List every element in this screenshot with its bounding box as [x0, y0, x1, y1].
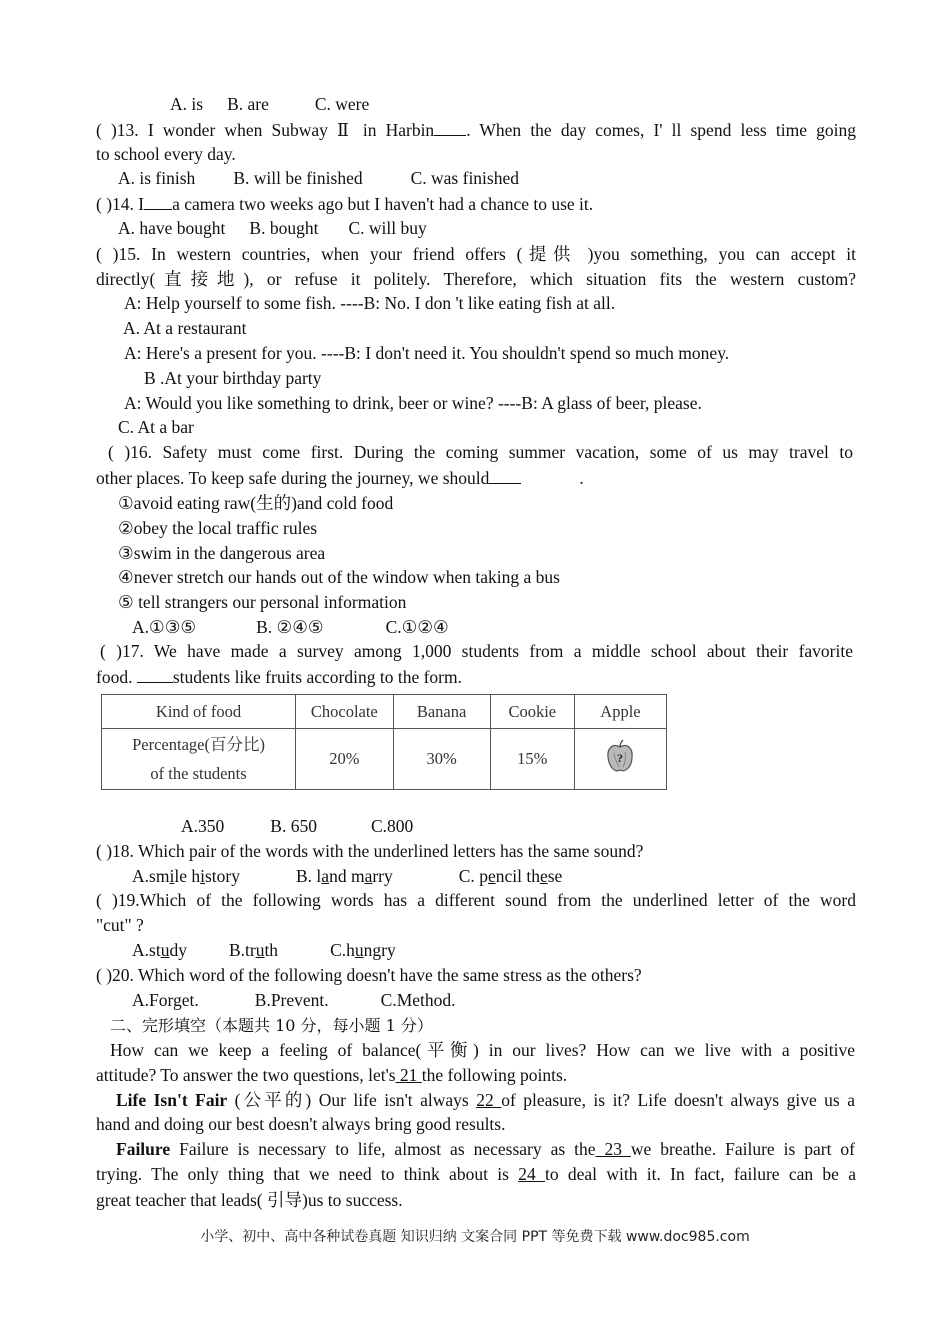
q13-options: [118, 166, 878, 191]
page-footer: 小学、初中、高中各种试卷真题 知识归纳 文案合同 PPT 等免费下载 www.doc985.com: [200, 1229, 750, 1245]
q14-option-a: A. have bought: [118, 218, 226, 238]
q19-line2: "cut" ?: [96, 915, 144, 935]
blank-23: 23: [595, 1139, 631, 1159]
q15-dialog-c: A: Would you like something to drink, beer or wine? ----B: A glass of beer, please.: [124, 393, 702, 413]
q19-line1: ( )19.Which of the following words has a different sound from the underlined letter of the word: [96, 890, 856, 910]
table-header-chocolate: Chocolate: [296, 695, 393, 729]
q13-line2: to school every day.: [96, 144, 236, 164]
table-value-banana: 30%: [393, 729, 490, 790]
p1-line1: How can we keep a feeling of balance(平衡) in our lives? How can we live with a positive: [110, 1040, 855, 1060]
table-header-cookie: Cookie: [490, 695, 574, 729]
q19-option-a: A.study: [132, 940, 187, 960]
p3-heading: Failure: [116, 1139, 171, 1159]
table-value-chocolate: 20%: [296, 729, 393, 790]
q14-line: ( )14. I a camera two weeks ago but I haven't had a chance to use it.: [96, 191, 856, 217]
q20-options: [132, 988, 892, 1013]
q17-option-c: C.800: [370, 816, 414, 836]
table-header-apple: Apple: [574, 695, 666, 729]
blank-22: 22: [476, 1090, 502, 1110]
q13-blank: [434, 117, 466, 136]
q19-option-c: C.hungry: [330, 940, 396, 960]
q18-options: [132, 864, 892, 889]
q16-option-b: B. ②④⑤: [256, 617, 324, 637]
table-header-kind: Kind of food: [102, 695, 296, 729]
p2-line1: Life Isn't Fair (公平的) Our life isn't always 22 of pleasure, is it? Life doesn't always give us a: [116, 1090, 855, 1110]
q14-blank: [144, 191, 172, 210]
q13-option-c: C. was finished: [410, 168, 520, 188]
q15-line1: ( )15. In western countries, when your friend offers (提供 )you something, you can accept it: [96, 244, 856, 264]
p3-line2: trying. The only thing that we need to think about is 24 to deal with it. In fact, failure can be a: [96, 1164, 856, 1184]
q15-option-a: A. At a restaurant: [123, 318, 247, 338]
q15-option-b: B .At your birthday party: [144, 368, 322, 388]
table-row-label-2: of the students: [150, 764, 247, 783]
q17-option-b: B. 650: [270, 816, 317, 836]
q20-option-b: B.Prevent.: [254, 990, 329, 1010]
blank-24: 24: [518, 1164, 545, 1184]
q12-option-c: C. were: [314, 94, 370, 114]
apple-icon: [605, 739, 635, 775]
unknown-mark: ?: [617, 750, 624, 765]
q12-option-a: A. is: [170, 94, 204, 114]
q16-line1: ( )16. Safety must come first. During the coming summer vacation, some of us may travel to: [108, 442, 853, 462]
table-row-label: [102, 729, 296, 790]
q17-options: [181, 814, 941, 839]
q20-option-c: C.Method.: [380, 990, 456, 1010]
q16-item-3: ③swim in the dangerous area: [118, 543, 326, 563]
q16-item-1: ①avoid eating raw(生的)and cold food: [118, 493, 394, 513]
p1-line2: attitude? To answer the two questions, let's 21 the following points.: [96, 1065, 568, 1085]
q13-option-b: B. will be finished: [233, 168, 363, 188]
table-row-label-1: Percentage(百分比): [132, 735, 265, 754]
q16-option-c: C.①②④: [385, 617, 449, 637]
q16-blank: [489, 465, 521, 484]
q14-option-c: C. will buy: [348, 218, 427, 238]
q20-line: ( )20. Which word of the following doesn't have the same stress as the others?: [96, 965, 642, 985]
q17-line2: food. students like fruits according to the form.: [96, 664, 856, 690]
q15-line2: directly(直接地), or refuse it politely. Therefore, which situation fits the western custom?: [96, 269, 856, 289]
q14-option-b: B. bought: [249, 218, 319, 238]
q18-option-c: C. pencil these: [458, 866, 563, 886]
q17-line1: ( )17. We have made a survey among 1,000 students from a middle school about their favorite: [100, 641, 853, 661]
p2-line2: hand and doing our best doesn't always bring good results.: [96, 1114, 506, 1134]
q17-option-a: A.350: [181, 816, 225, 836]
q18-line: ( )18. Which pair of the words with the underlined letters has the same sound?: [96, 841, 644, 861]
table-header-banana: Banana: [393, 695, 490, 729]
p3-line3: great teacher that leads( 引导)us to success.: [96, 1190, 403, 1210]
q16-item-5: ⑤ tell strangers our personal information: [118, 592, 407, 612]
p2-heading: Life Isn't Fair: [116, 1090, 228, 1110]
blank-21: 21: [395, 1065, 422, 1085]
q18-option-a: A.smile history: [132, 866, 240, 886]
q15-dialog-b: A: Here's a present for you. ----B: I don't need it. You shouldn't spend so much money.: [124, 343, 730, 363]
food-survey-table: [101, 694, 667, 790]
q19-option-b: B.truth: [228, 940, 279, 960]
p3-line1: Failure Failure is necessary to life, almost as necessary as the 23 we breathe. Failure is part of: [116, 1139, 855, 1159]
q15-dialog-a: A: Help yourself to some fish. ----B: No. I don 't like eating fish at all.: [124, 293, 616, 313]
q20-option-a: A.Forget.: [132, 990, 199, 1010]
table-value-apple: [574, 729, 666, 790]
q18-option-b: B. land marry: [295, 866, 393, 886]
q17-blank: [137, 664, 173, 683]
section2-heading: 二、完形填空（本题共 10 分，每小题 1 分）: [110, 1016, 433, 1035]
q15-option-c: C. At a bar: [118, 417, 194, 437]
q16-options: [132, 615, 892, 640]
q12-options: [170, 92, 930, 117]
q19-options: [132, 938, 892, 963]
q16-line2: other places. To keep safe during the journey, we should .: [96, 465, 856, 491]
q13-line1: ( )13. I wonder when Subway Ⅱ in Harbin . When the day comes, I' ll spend less time going: [96, 117, 856, 143]
q16-item-4: ④never stretch our hands out of the window when taking a bus: [118, 567, 560, 587]
q13-option-a: A. is finish: [118, 168, 196, 188]
q14-options: [118, 216, 878, 241]
table-value-cookie: 15%: [490, 729, 574, 790]
q16-option-a: A.①③⑤: [132, 617, 197, 637]
q12-option-b: B. are: [227, 94, 269, 114]
q16-item-2: ②obey the local traffic rules: [118, 518, 318, 538]
